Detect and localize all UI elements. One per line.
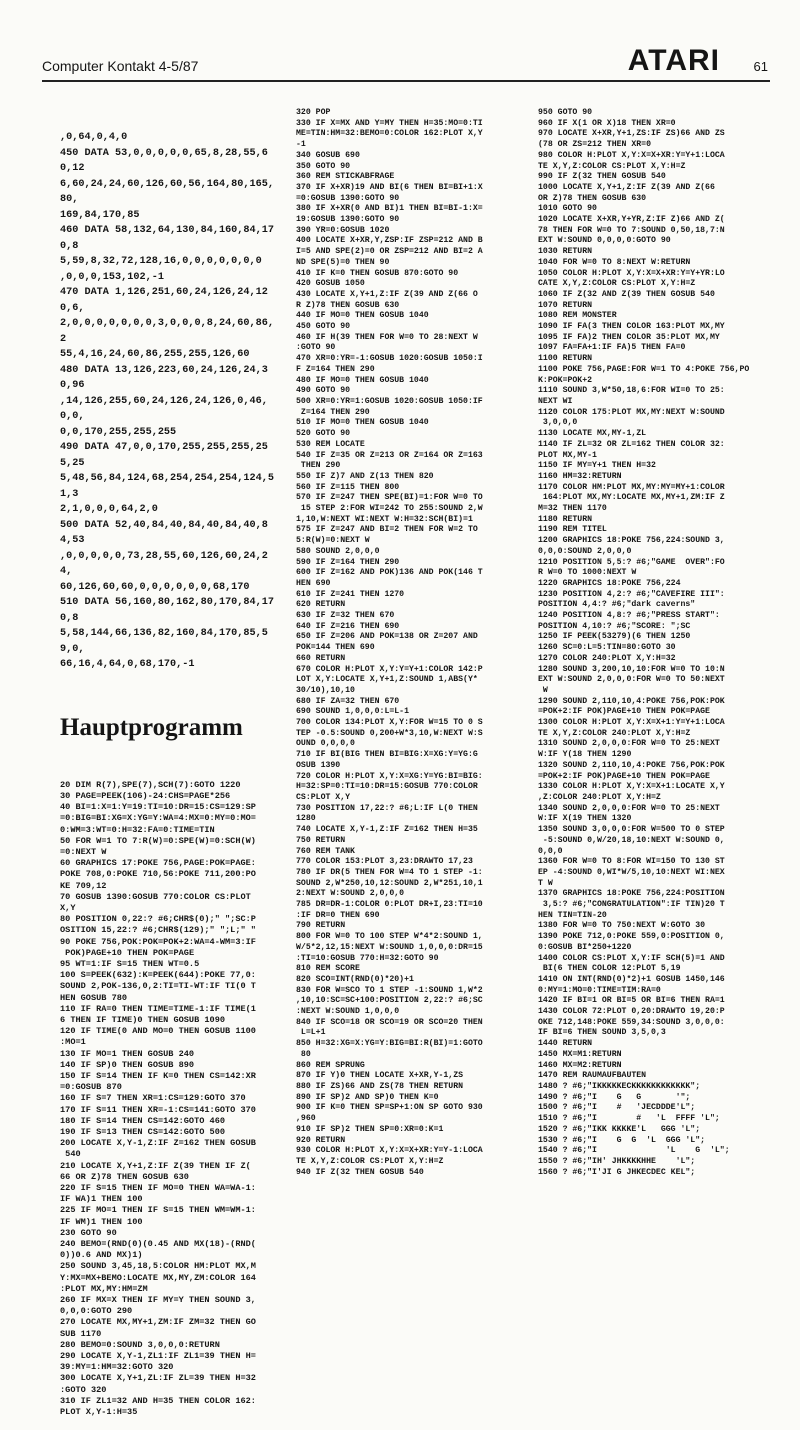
code-line: 310 IF ZL1=32 AND H=35 THEN COLOR 162: [60, 1395, 256, 1406]
page-number: 61 [753, 59, 768, 74]
code-line: 1380 FOR W=0 TO 750:NEXT W:GOTO 30 [538, 921, 706, 931]
code-line: OSITION 15,22:? #6;CHR$(129);" ";L;" " [60, 925, 256, 936]
code-line: 770 COLOR 153:PLOT 3,23:DRAWTO 17,23 [296, 857, 473, 867]
code-line: 1300 COLOR H:PLOT X,Y:X=X+1:Y=Y+1:LOCA [538, 718, 725, 728]
code-line: 630 IF Z=32 THEN 670 [296, 611, 395, 621]
code-line: 490 DATA 47,0,0,170,255,255,255,255,25 [60, 442, 268, 469]
code-line: 790 RETURN [296, 921, 346, 931]
code-line: TEP -0.5:SOUND 0,200+W*3,10,W:NEXT W:S [296, 728, 483, 738]
code-line: 1480 ? #6;"IKKKKKECKKKKKKKKKKKK"; [538, 1081, 701, 1091]
data-listing [60, 130, 280, 673]
code-line: 480 IF MO=0 THEN GOSUB 1040 [296, 375, 429, 385]
code-line: 164:PLOT MX,MY:LOCATE MX,MY+1,ZM:IF Z [538, 493, 725, 503]
code-line: 1,10,W:NEXT WI:NEXT W:H=32:SCH(BI)=1 [296, 514, 473, 524]
code-line: 2:NEXT W:SOUND 2,0,0,0 [296, 889, 405, 899]
code-line: 740 LOCATE X,Y-1,Z:IF Z=162 THEN H=35 [296, 825, 478, 835]
code-line: R W=0 TO 1000:NEXT W [538, 568, 637, 578]
code-line: 1530 ? #6;"I G G 'L GGG 'L"; [538, 1135, 706, 1145]
code-line: 660 RETURN [296, 653, 346, 663]
code-line: 510 IF MO=0 THEN GOSUB 1040 [296, 418, 429, 428]
code-line: LOT X,Y:LOCATE X,Y+1,Z:SOUND 1,ABS(Y* [296, 675, 478, 685]
code-line: ,0,0,0,0,0,73,28,55,60,126,60,24,24, [60, 550, 268, 578]
code-line: 1100 POKE 756,PAGE:FOR W=1 TO 4:POKE 756,PO [538, 364, 750, 374]
code-line: 0,0,0 [538, 846, 563, 856]
page-header [42, 40, 770, 82]
code-line: 1030 RETURN [538, 247, 593, 257]
code-line: 590 IF Z=164 THEN 290 [296, 557, 400, 567]
code-line: M=32 THEN 1170 [538, 504, 607, 514]
code-line: ,10,10:SC=SC+100:POSITION 2,22:? #6;SC [296, 996, 483, 1006]
code-line: F Z=164 THEN 290 [296, 364, 375, 374]
code-line: :GOTO 320 [60, 1384, 107, 1395]
brand-logo: ATARI [627, 44, 720, 77]
code-line: 1230 POSITION 4,2:? #6;"CAVEFIRE III": [538, 589, 725, 599]
code-line: 66,16,4,64,0,68,170,-1 [60, 659, 195, 671]
code-line: 750 RETURN [296, 835, 346, 845]
code-line: 6 THEN IF TIME)0 THEN GOSUB 1090 [60, 1014, 226, 1025]
code-line: 80 POSITION 0,22:? #6;CHR$(0);" ";SC:P [60, 914, 256, 925]
code-line: 100 S=PEEK(632):K=PEEK(644):POKE 77,0: [60, 970, 256, 981]
code-line: HEN GOSUB 780 [60, 992, 128, 1003]
code-line: 430 LOCATE X,Y+1,Z:IF Z(39 AND Z(66 O [296, 289, 478, 299]
code-line: 470 DATA 1,126,251,60,24,126,24,120,6, [60, 287, 268, 314]
code-line: 1270 COLOR 240:PLOT X,Y:H=32 [538, 653, 676, 663]
code-line: 260 IF MX=X THEN IF MY=Y THEN SOUND 3, [60, 1295, 256, 1306]
code-line: 520 GOTO 90 [296, 429, 351, 439]
code-line: 690 SOUND 1,0,0,0:L=L-1 [296, 707, 410, 717]
code-line: 400 LOCATE X+XR,Y,ZSP:IF ZSP=212 AND B [296, 236, 483, 246]
code-line: 1470 REM RAUMAUFBAUTEN [538, 1071, 647, 1081]
code-line: =0:BIG=BI:XG=X:YG=Y:WA=4:MX=0:MY=0:MO= [60, 813, 256, 824]
code-line: 480 DATA 13,126,223,60,24,126,24,30,96 [60, 364, 268, 392]
code-line: -5:SOUND 0,W/20,18,10:NEXT W:SOUND 0, [538, 835, 725, 845]
code-line: POK)PAGE+10 THEN POK=PAGE [60, 947, 195, 958]
code-line: PLOT X,Y-1:H=35 [60, 1407, 138, 1418]
code-line: 40 BI=1:X=1:Y=19:TI=10:DR=15:CS=129:SP [60, 802, 256, 813]
code-line: 820 SCO=INT(RND(0)*20)+1 [296, 974, 414, 984]
code-line: 730 POSITION 17,22:? #6;L:IF L(0 THEN [296, 803, 478, 813]
code-line: 650 IF Z=206 AND POK=138 OR Z=207 AND [296, 632, 478, 642]
code-line: 1400 COLOR CS:PLOT X,Y:IF SCH(5)=1 AND [538, 953, 725, 963]
code-line: 20 DIM R(7),SPE(7),SCH(7):GOTO 1220 [60, 779, 241, 790]
code-line: =POK+2:IF POK)PAGE+10 THEN POK=PAGE [538, 771, 710, 781]
code-line: 2,0,0,0,0,0,0,0,3,0,0,0,8,24,60,86,2 [60, 318, 274, 345]
code-line: 5:R(W)=0:NEXT W [296, 536, 370, 546]
code-line: 170 IF S=11 THEN XR=-1:CS=141:GOTO 370 [60, 1104, 256, 1115]
code-line: 15 STEP 2:FOR WI=242 TO 255:SOUND 2,W [296, 504, 483, 514]
code-line: 270 LOCATE MX,MY+1,ZM:IF ZM=32 THEN GO [60, 1317, 256, 1328]
code-line: 1340 SOUND 2,0,0,0:FOR W=0 TO 25:NEXT [538, 803, 720, 813]
code-line: ,960 [296, 1114, 316, 1124]
code-line: =0:GOSUB 1390:GOTO 90 [296, 193, 400, 203]
code-line: 0,0,0:SOUND 2,0,0,0 [538, 546, 632, 556]
code-line: 1180 RETURN [538, 514, 593, 524]
code-line: 1550 ? #6;"IH' JHKKKKHHE 'L"; [538, 1156, 696, 1166]
code-line: 220 IF S=15 THEN IF MO=0 THEN WA=WA-1: [60, 1183, 256, 1194]
code-line: 510 DATA 56,160,80,162,80,170,84,170,8 [60, 597, 274, 624]
code-line: 1430 COLOR 72:PLOT 0,20:DRAWTO 19,20:P [538, 1007, 725, 1017]
code-line: 66 OR Z)78 THEN GOSUB 630 [60, 1171, 189, 1182]
code-line: :NEXT W:SOUND 1,0,0,0 [296, 1007, 400, 1017]
code-line: 1120 COLOR 175:PLOT MX,MY:NEXT W:SOUND [538, 407, 725, 417]
code-line: HEN TIN=TIN-20 [538, 910, 607, 920]
code-line: 570 IF Z=247 THEN SPE(BI)=1:FOR W=0 TO [296, 493, 483, 503]
code-line: 3,0,0,0 [538, 418, 578, 428]
code-line: 1000 LOCATE X,Y+1,Z:IF Z(39 AND Z(66 [538, 182, 715, 192]
code-line: 80 [296, 1049, 311, 1059]
code-line: IF BI=6 THEN SOUND 3,5,0,3 [538, 1028, 666, 1038]
section-heading: Hauptprogramm [60, 714, 243, 742]
code-line: 1350 SOUND 3,0,0,0:FOR W=500 TO 0 STEP [538, 825, 725, 835]
code-line: 810 REM SCORE [296, 964, 360, 974]
code-line: 1290 SOUND 2,110,10,4:POKE 756,POK:POK [538, 696, 725, 706]
code-line: R Z)78 THEN GOSUB 630 [296, 300, 400, 310]
code-line: 870 IF Y)0 THEN LOCATE X+XR,Y-1,ZS [296, 1071, 464, 1081]
code-line: CATE X,Y,Z:COLOR CS:PLOT X,Y:H=Z [538, 279, 696, 289]
code-line: 1460 MX=M2:RETURN [538, 1060, 622, 1070]
code-line: SOUND 2,POK-136,0,2:TI=TI-WT:IF TI(0 T [60, 981, 256, 992]
code-line: 940 IF Z(32 THEN GOSUB 540 [296, 1167, 424, 1177]
code-line: 1010 GOTO 90 [538, 204, 597, 214]
code-line: 1140 IF ZL=32 OR ZL=162 THEN COLOR 32: [538, 439, 725, 449]
code-line: K:POK=POK+2 [538, 375, 593, 385]
code-line: =POK+2:IF POK)PAGE+10 THEN POK=PAGE [538, 707, 710, 717]
code-line: TE X,Y,Z:COLOR 240:PLOT X,Y:H=Z [538, 728, 691, 738]
code-line: EXT W:SOUND 0,0,0,0:GOTO 90 [538, 236, 671, 246]
code-line: 700 COLOR 134:PLOT X,Y:FOR W=15 TO 0 S [296, 718, 483, 728]
code-line: 1020 LOCATE X+XR,Y+YR,Z:IF Z)66 AND Z( [538, 215, 725, 225]
program-listing [60, 780, 280, 1419]
code-line: X,Y [60, 902, 76, 913]
code-line: 210 LOCATE X,Y+1,Z:IF Z(39 THEN IF Z( [60, 1160, 251, 1171]
code-line: 760 REM TANK [296, 846, 355, 856]
code-line: 380 IF X+XR(0 AND BI)1 THEN BI=BI-1:X= [296, 204, 483, 214]
code-line: 1070 RETURN [538, 300, 593, 310]
code-line: 95 WT=1:IF S=15 THEN WT=0.5 [60, 958, 200, 969]
code-line: OUND 0,0,0,0 [296, 739, 355, 749]
code-line: 19:GOSUB 1390:GOTO 90 [296, 215, 400, 225]
code-line: 710 IF BI(BIG THEN BI=BIG:X=XG:Y=YG:G [296, 750, 478, 760]
code-line: 460 IF H(39 THEN FOR W=0 TO 28:NEXT W [296, 332, 478, 342]
code-line: 930 COLOR H:PLOT X,Y:X=X+XR:Y=Y-1:LOCA [296, 1146, 483, 1156]
code-line: 780 IF DR(5 THEN FOR W=4 TO 1 STEP -1: [296, 867, 483, 877]
code-line: 0:MY=1:MO=0:TIME=TIM:RA=0 [538, 985, 661, 995]
code-line: ,0,64,0,4,0 [60, 132, 128, 144]
code-line: :GOTO 90 [296, 343, 336, 353]
code-line: 340 GOSUB 690 [296, 150, 360, 160]
code-line: =0:GOSUB 870 [60, 1082, 122, 1093]
code-line: 1190 REM TITEL [538, 525, 607, 535]
code-line: 5,58,144,66,136,82,160,84,170,85,59,0, [60, 628, 268, 655]
code-line: 560 IF Z=115 THEN 800 [296, 482, 400, 492]
code-line: CS:PLOT X,Y [296, 793, 351, 802]
code-line: 169,84,170,85 [60, 209, 140, 221]
code-line: 55,4,16,24,60,86,255,255,126,60 [60, 349, 250, 361]
code-line: 460 DATA 58,132,64,130,84,160,84,170,8 [60, 225, 274, 252]
code-line: 140 IF SP)0 THEN GOSUB 890 [60, 1059, 195, 1070]
code-line: 800 FOR W=0 TO 100 STEP W*4*2:SOUND 1, [296, 932, 483, 942]
code-line: 550 IF Z)7 AND Z(13 THEN 820 [296, 471, 434, 481]
code-line: ND SPE(5)=0 THEN 90 [296, 257, 390, 267]
code-line: 980 COLOR H:PLOT X,Y:X=X+XR:Y=Y+1:LOCA [538, 150, 725, 160]
code-line: 910 IF SP)2 THEN SP=0:XR=0:K=1 [296, 1124, 444, 1134]
code-line: 610 IF Z=241 THEN 1270 [296, 589, 405, 599]
code-line: 50 FOR W=1 TO 7:R(W)=0:SPE(W)=0:SCH(W) [60, 835, 256, 846]
code-line: 290 LOCATE X,Y-1,ZL1:IF ZL1=39 THEN H= [60, 1351, 256, 1362]
listing-column-2 [296, 108, 516, 1177]
code-line: 150 IF S=14 THEN IF K=0 THEN CS=142:XR [60, 1071, 256, 1081]
code-line: 1150 IF MY=Y+1 THEN H=32 [538, 461, 656, 471]
code-line: 1560 ? #6;"I'JI G JHKECDEC KEL"; [538, 1167, 696, 1177]
code-line: KE 709,12 [60, 880, 107, 891]
code-line: 920 RETURN [296, 1135, 346, 1145]
code-line: 1370 GRAPHICS 18:POKE 756,224:POSITION [538, 889, 725, 899]
code-line: 1500 ? #6;"I # 'JECDDDE'L"; [538, 1103, 696, 1113]
code-line: 0,0,0:GOTO 290 [60, 1306, 133, 1317]
code-line: 1420 IF BI=1 OR BI=5 OR BI=6 THEN RA=1 [538, 996, 725, 1006]
code-line: HEN 690 [296, 578, 331, 588]
code-line: 5,59,8,32,72,128,16,0,0,0,0,0,0,0 [60, 256, 262, 268]
code-line: (78 OR ZS=212 THEN XR=0 [538, 140, 652, 150]
code-line: 500 DATA 52,40,84,40,84,40,84,40,84,53 [60, 519, 268, 547]
code-line: 1110 SOUND 3,W*50,18,6:FOR WI=0 TO 25: [538, 386, 725, 396]
code-line: OR Z)78 THEN GOSUB 630 [538, 193, 647, 203]
code-line: -1 [296, 140, 306, 150]
code-line: 1440 RETURN [538, 1039, 593, 1049]
code-line: 280 BEMO=0:SOUND 3,0,0,0:RETURN [60, 1339, 220, 1350]
code-line: 60,126,60,60,0,0,0,0,0,0,68,170 [60, 581, 250, 593]
code-line: 530 REM LOCATE [296, 439, 365, 449]
code-line: THEN 290 [296, 461, 341, 471]
code-line: 1170 COLOR HM:PLOT MX,MY:MY=MY+1:COLOR [538, 482, 725, 492]
code-line: 1490 ? #6;"I G G '"; [538, 1092, 691, 1102]
code-line: PLOT MX,MY-1 [538, 450, 597, 460]
code-line: 3,5:? #6;"CONGRATULATION":IF TIN)20 T [538, 900, 725, 910]
code-line: 30 PAGE=PEEK(106)-24:CHS=PAGE*256 [60, 790, 231, 801]
code-line: W:IF Y(18 THEN 1290 [538, 750, 632, 760]
code-line: 1360 FOR W=0 TO 8:FOR WI=150 TO 130 ST [538, 857, 725, 867]
code-line: 785 DR=DR-1:COLOR 0:PLOT DR+I,23:TI=10 [296, 900, 483, 910]
code-line: 890 IF SP)2 AND SP)0 THEN K=0 [296, 1092, 439, 1102]
code-line: 5,48,56,84,124,68,254,254,254,124,51,3 [60, 473, 274, 500]
code-line: 1130 LOCATE MX,MY-1,ZL [538, 429, 647, 439]
code-line: POKE 708,0:POKE 710,56:POKE 711,200:PO [60, 869, 256, 880]
code-line: IF WM)1 THEN 100 [60, 1216, 143, 1227]
code-line: 970 LOCATE X+XR,Y+1,ZS:IF ZS)66 AND ZS [538, 129, 725, 139]
code-line: 850 H=32:XG=X:YG=Y:BIG=BI:R(BI)=1:GOTO [296, 1039, 483, 1049]
code-line: 30/10),10,10 [296, 685, 355, 695]
code-line: 350 GOTO 90 [296, 161, 351, 171]
code-line: 1040 FOR W=0 TO 8:NEXT W:RETURN [538, 257, 691, 267]
code-line: 880 IF ZS)66 AND ZS(78 THEN RETURN [296, 1081, 464, 1091]
code-line: 200 LOCATE X,Y-1,Z:IF Z=162 THEN GOSUB [60, 1138, 256, 1149]
code-line: :PLOT MX,MY:HM=ZM [60, 1283, 148, 1294]
code-line: 2,1,0,0,0,64,2,0 [60, 504, 158, 516]
code-line: 1200 GRAPHICS 18:POKE 756,224:SOUND 3, [538, 536, 725, 546]
code-line: 300 LOCATE X,Y+1,ZL:IF ZL=39 THEN H=32 [60, 1373, 256, 1384]
code-line: ,Z:COLOR 240:PLOT X,Y:H=Z [538, 793, 661, 802]
code-line: 250 SOUND 3,45,18,5:COLOR HM:PLOT MX,M [60, 1261, 256, 1272]
code-line: 490 GOTO 90 [296, 386, 351, 396]
code-line: 440 IF MO=0 THEN GOSUB 1040 [296, 311, 429, 321]
code-line: 1280 [296, 814, 316, 824]
code-line: 540 [60, 1149, 81, 1160]
code-line: 39:MY=1:HM=32:GOTO 320 [60, 1362, 174, 1373]
code-line: EXT W:SOUND 2,0,0,0:FOR W=0 TO 50:NEXT [538, 675, 725, 685]
code-line: 950 GOTO 90 [538, 108, 593, 117]
code-line: 1260 SC=0:L=5:TIN=80:GOTO 30 [538, 643, 676, 653]
code-line: 370 IF X+XR)19 AND BI(6 THEN BI=BI+1:X [296, 182, 483, 192]
code-line: SOUND 2,W*250,10,12:SOUND 2,W*251,10,1 [296, 878, 483, 888]
code-line: 1540 ? #6;"I 'L G 'L"; [538, 1146, 730, 1156]
listing-column-3 [538, 108, 758, 1177]
code-line: OSUB 1390 [296, 760, 341, 770]
code-line: 240 BEMO=(RND(0)(0.45 AND MX(18)-(RND( [60, 1239, 256, 1250]
code-line: 840 IF SCO=18 OR SCO=19 OR SCO=20 THEN [296, 1017, 483, 1027]
code-line: POK=144 THEN 690 [296, 643, 375, 653]
code-line: 0,0,170,255,255,255 [60, 426, 177, 438]
code-line: 1095 IF FA)2 THEN COLOR 35:PLOT MX,MY [538, 332, 720, 342]
code-line: 1240 POSITION 4,8:? #6;"PRESS START": [538, 611, 720, 621]
code-line: W:IF X(19 THEN 1320 [538, 814, 632, 824]
code-line: 450 DATA 53,0,0,0,0,0,65,8,28,55,60,12 [60, 147, 268, 175]
code-line: 1310 SOUND 2,0,0,0:FOR W=0 TO 25:NEXT [538, 739, 720, 749]
code-line: 60 GRAPHICS 17:POKE 756,PAGE:POK=PAGE: [60, 858, 256, 869]
code-line: 860 REM SPRUNG [296, 1060, 365, 1070]
code-line: 6,60,24,24,60,126,60,56,164,80,165,80, [60, 178, 274, 206]
code-line: EP -4:SOUND 0,WI*W/5,10,10:NEXT WI:NEX [538, 867, 725, 877]
code-line: 410 IF K=0 THEN GOSUB 870:GOTO 90 [296, 268, 459, 278]
code-line: 1510 ? #6;"I # 'L FFFF 'L"; [538, 1114, 720, 1124]
magazine-title: Computer Kontakt 4-5/87 [42, 58, 199, 74]
code-line: :IF DR=0 THEN 690 [296, 910, 380, 920]
code-line: POSITION 4,4:? #6;"dark caverns" [538, 600, 696, 610]
code-line: IF WA)1 THEN 100 [60, 1194, 143, 1205]
code-line: 680 IF ZA=32 THEN 670 [296, 696, 400, 706]
code-line: 720 COLOR H:PLOT X,Y:X=XG:Y=YG:BI=BIG: [296, 771, 483, 781]
code-line: 580 SOUND 2,0,0,0 [296, 546, 380, 556]
code-line: =0:NEXT W [60, 846, 107, 857]
code-line: 1100 RETURN [538, 354, 593, 364]
code-line: 575 IF Z=247 AND BI=2 THEN FOR W=2 TO [296, 525, 478, 535]
code-line: OKE 712,148:POKE 559,34:SOUND 3,0,0,0: [538, 1017, 725, 1027]
code-line: POSITION 4,10:? #6;"SCORE: ";SC [538, 621, 691, 631]
code-line: L=L+1 [296, 1028, 326, 1038]
code-line: 1320 SOUND 2,110,10,4:POKE 756,POK:POK [538, 760, 725, 770]
code-line: 190 IF S=13 THEN CS=142:GOTO 500 [60, 1127, 226, 1138]
code-line: 230 GOTO 90 [60, 1227, 117, 1238]
code-line: 1450 MX=M1:RETURN [538, 1049, 622, 1059]
code-line: 0:GOSUB BI*250+1220 [538, 942, 632, 952]
code-line: W/5*2,12,15:NEXT W:SOUND 1,0,0,0:DR=15 [296, 942, 483, 952]
code-line: :MO=1 [60, 1037, 86, 1048]
code-line: TE X,Y,Z:COLOR CS:PLOT X,Y:H=Z [296, 1156, 444, 1166]
code-line: :TI=10:GOSUB 770:H=32:GOTO 90 [296, 953, 439, 963]
code-line: Z=164 THEN 290 [296, 407, 370, 417]
code-line: 320 POP [296, 108, 331, 117]
code-line: ME=TIN:HM=32:BEMO=0:COLOR 162:PLOT X,Y [296, 129, 483, 139]
code-line: W [538, 685, 548, 695]
code-line: 1210 POSITION 5,5:? #6;"GAME OVER":FO [538, 557, 725, 567]
code-line: H=32:SP=0:TI=10:DR=15:GOSUB 770:COLOR [296, 782, 478, 792]
code-line: 1097 FA=FA+1:IF FA)5 THEN FA=0 [538, 343, 686, 353]
code-line: 600 IF Z=162 AND POK)136 AND POK(146 T [296, 568, 483, 578]
code-line: 225 IF MO=1 THEN IF S=15 THEN WM=WM-1: [60, 1205, 256, 1216]
code-line: 540 IF Z=35 OR Z=213 OR Z=164 OR Z=163 [296, 450, 483, 460]
code-line: 470 XR=0:YR=-1:GOSUB 1020:GOSUB 1050:I [296, 354, 483, 364]
code-line: 1060 IF Z(32 AND Z(39 THEN GOSUB 540 [538, 289, 715, 299]
listing-column-1 [60, 108, 280, 1418]
code-line: 330 IF X=MX AND Y=MY THEN H=35:MO=0:TI [296, 118, 483, 128]
code-line: 900 IF K=0 THEN SP=SP+1:ON SP GOTO 930 [296, 1103, 483, 1113]
code-line: 160 IF S=7 THEN XR=1:CS=129:GOTO 370 [60, 1093, 246, 1104]
code-line: 500 XR=0:YR=1:GOSUB 1020:GOSUB 1050:IF [296, 396, 483, 406]
code-line: 0:WM=3:WT=0:H=32:FA=0:TIME=TIN [60, 824, 215, 835]
code-line: 1390 POKE 712,0:POKE 559,0:POSITION 0, [538, 932, 725, 942]
code-line: 1330 COLOR H:PLOT X,Y:X=X+1:LOCATE X,Y [538, 782, 725, 792]
code-line: 1220 GRAPHICS 18:POKE 756,224 [538, 578, 681, 588]
code-line: 1090 IF FA(3 THEN COLOR 163:PLOT MX,MY [538, 322, 725, 332]
code-line: 78 THEN FOR W=0 TO 7:SOUND 0,50,18,7:N [538, 225, 725, 235]
code-line: 90 POKE 756,POK:POK=POK+2:WA=4-WM=3:IF [60, 936, 256, 947]
code-line: 120 IF TIME(0 AND MO=0 THEN GOSUB 1100 [60, 1026, 256, 1037]
code-line: 110 IF RA=0 THEN TIME=TIME-1:IF TIME(1 [60, 1003, 256, 1014]
code-line: 1250 IF PEEK(53279)(6 THEN 1250 [538, 632, 691, 642]
code-line: 620 RETURN [296, 600, 346, 610]
code-line: 1080 REM MONSTER [538, 311, 617, 321]
code-line: 1410 ON INT(RND(0)*2)+1 GOSUB 1450,146 [538, 974, 725, 984]
code-line: 830 FOR W=SCO TO 1 STEP -1:SOUND 1,W*2 [296, 985, 483, 995]
code-line: 670 COLOR H:PLOT X,Y:Y=Y+1:COLOR 142:P [296, 664, 483, 674]
code-line: T W [538, 878, 553, 888]
code-line: 450 GOTO 90 [296, 322, 351, 332]
code-line: 390 YR=0:GOSUB 1020 [296, 225, 390, 235]
code-line: BI(6 THEN COLOR 12:PLOT 5,19 [538, 964, 681, 974]
code-line: TE X,Y,Z:COLOR CS:PLOT X,Y:H=Z [538, 161, 686, 171]
code-line: 180 IF S=14 THEN CS=142:GOTO 460 [60, 1115, 226, 1126]
code-line: 1050 COLOR H:PLOT X,Y:X=X+XR:Y=Y+YR:LO [538, 268, 725, 278]
code-line: 0))0.6 AND MX)1) [60, 1250, 143, 1261]
code-line: ,0,0,0,153,102,-1 [60, 271, 164, 283]
code-line: 70 GOSUB 1390:GOSUB 770:COLOR CS:PLOT [60, 891, 251, 902]
code-line: 420 GOSUB 1050 [296, 279, 365, 289]
code-line: SUB 1170 [60, 1328, 102, 1339]
code-line: 360 REM STICKABFRAGE [296, 172, 395, 182]
code-line: 960 IF X(1 OR X)18 THEN XR=0 [538, 118, 676, 128]
code-line: Y:MX=MX+BEMO:LOCATE MX,MY,ZM:COLOR 164 [60, 1272, 256, 1283]
code-line: 130 IF MO=1 THEN GOSUB 240 [60, 1048, 195, 1059]
code-line: 1280 SOUND 3,200,10,10:FOR W=0 TO 10:N [538, 664, 725, 674]
code-line: NEXT WI [538, 396, 573, 406]
code-line: 990 IF Z(32 THEN GOSUB 540 [538, 172, 666, 182]
code-line: 1160 HM=32:RETURN [538, 471, 622, 481]
code-line: I=5 AND SPE(2)=0 OR ZSP=212 AND BI=2 A [296, 247, 483, 257]
code-line: ,14,126,255,60,24,126,24,126,0,46,0,0, [60, 395, 268, 423]
code-line: 1520 ? #6;"IKK KKKKE'L GGG 'L"; [538, 1124, 701, 1134]
code-line: 640 IF Z=216 THEN 690 [296, 621, 400, 631]
